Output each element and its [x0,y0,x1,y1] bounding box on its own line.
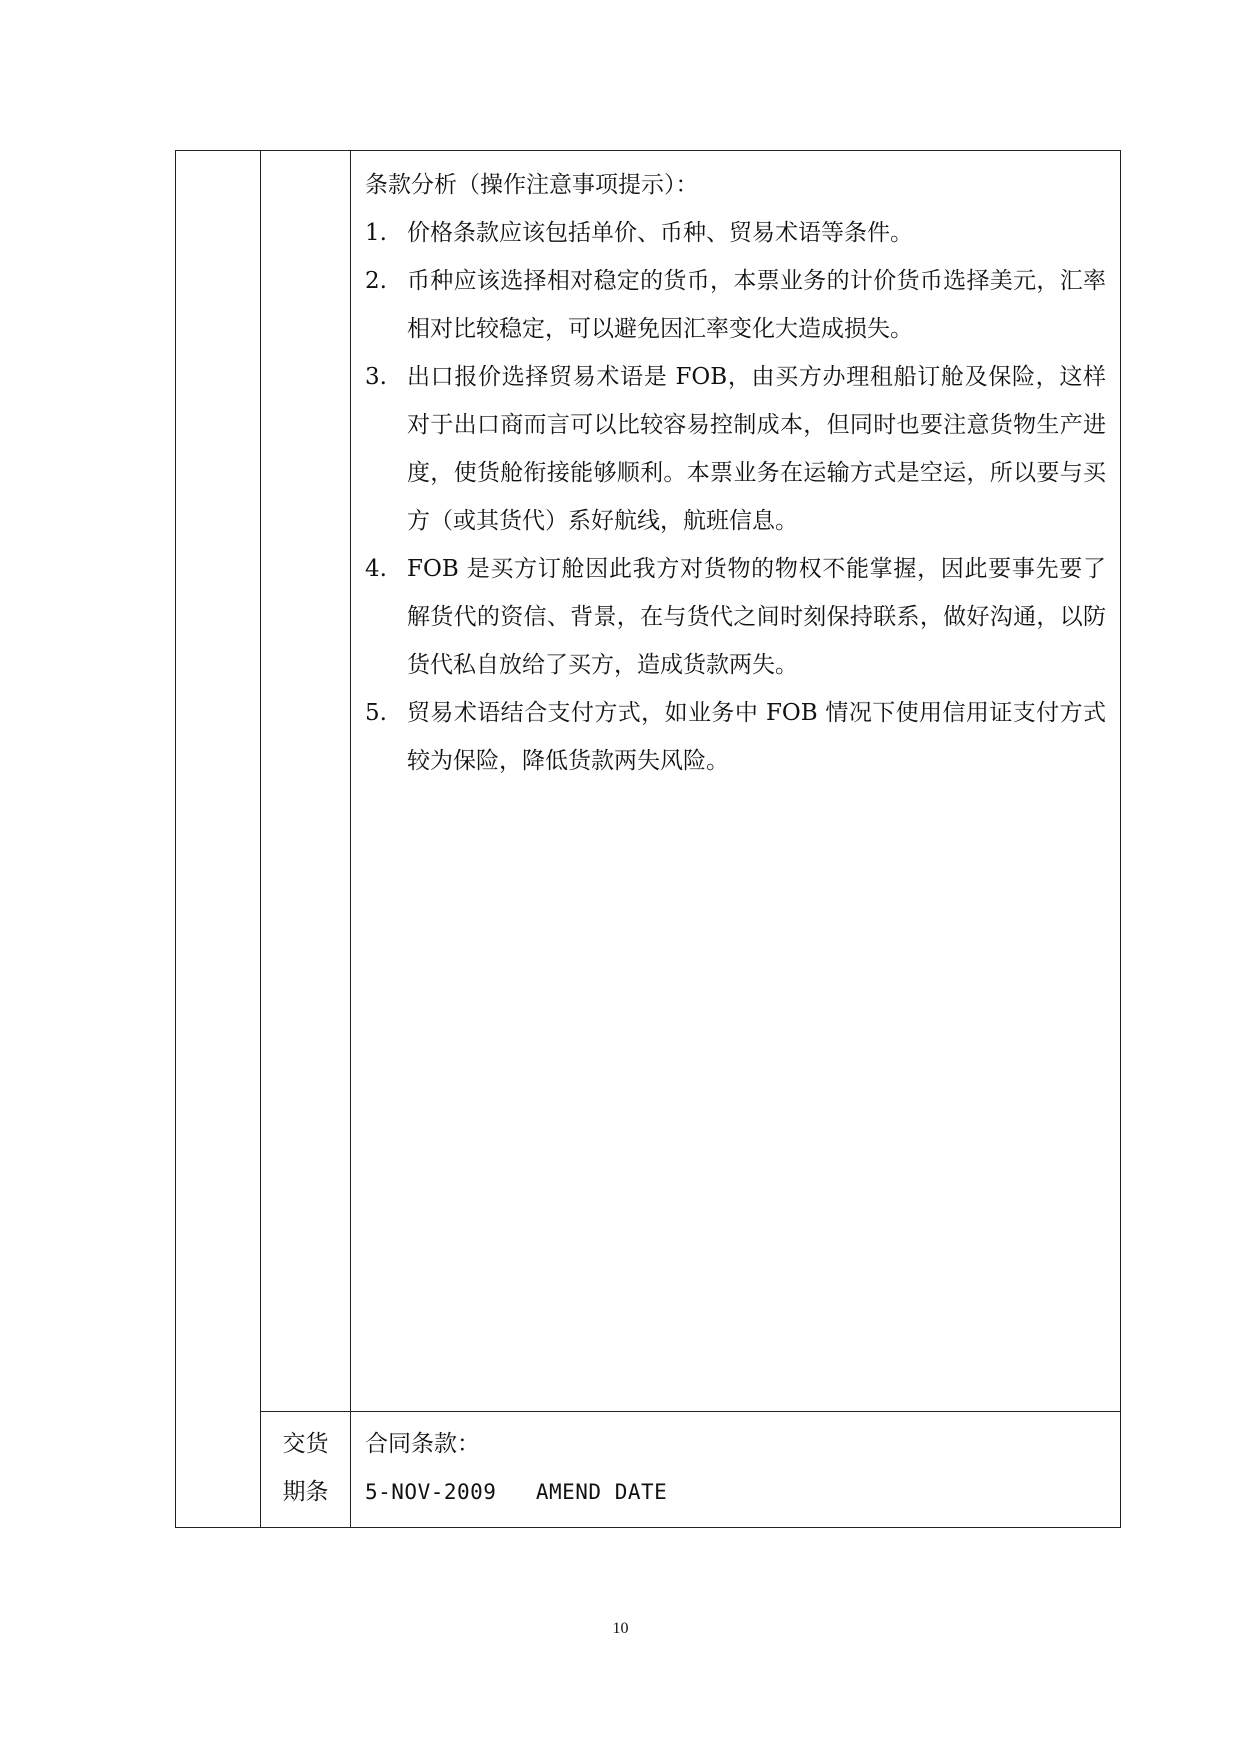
contract-value: 5-NOV-2009 AMEND DATE [365,1480,668,1504]
delivery-row [176,1412,1121,1528]
list-item-text: 币种应该选择相对稳定的货币，本票业务的计价货币选择美元，汇率相对比较稳定，可以避免因汇率变化大造成损失。 [407,268,1106,342]
list-item-number: 4. [365,556,387,582]
contract-content [351,1412,1120,1516]
list-item [365,689,1106,785]
analysis-cell [351,151,1121,1412]
list-item-number: 3. [365,364,387,390]
analysis-heading: 条款分析（操作注意事项提示）： [365,172,699,198]
list-item [365,257,1106,353]
contract-heading: 合同条款： [365,1431,480,1457]
list-item-number: 2. [365,268,387,294]
section-label-cell [176,151,261,1528]
delivery-label-cell [261,1412,351,1528]
page-number: 10 [612,1620,629,1637]
list-item [365,545,1106,689]
list-item [365,209,1106,257]
list-item-number: 5. [365,700,387,726]
list-item-text: 贸易术语结合支付方式，如业务中 FOB 情况下使用信用证支付方式较为保险，降低货款两失风险。 [407,700,1106,774]
list-item-text: 出口报价选择贸易术语是 FOB，由买方办理租船订舱及保险，这样对于出口商而言可以比较容易控制成本，但同时也要注意货物生产进度，使货舱衔接能够顺利。本票业务在运输方式是空运，所以要与买方（或其货代）系好航线，航班信息。 [407,364,1106,534]
list-item-text: FOB 是买方订舱因此我方对货物的物权不能掌握，因此要事先要了解货代的资信、背景，在与货代之间时刻保持联系，做好沟通，以防货代私自放给了买方，造成货款两失。 [407,556,1106,678]
contract-cell [351,1412,1121,1528]
document-table [175,150,1121,1528]
analysis-row [176,151,1121,1412]
list-item [365,353,1106,545]
delivery-label-line2: 期条 [282,1479,329,1505]
item-label-cell [261,151,351,1412]
list-item-text: 价格条款应该包括单价、币种、贸易术语等条件。 [407,220,913,246]
analysis-content [351,151,1120,785]
delivery-label-line1: 交货 [282,1431,329,1457]
list-item-number: 1. [365,220,387,246]
